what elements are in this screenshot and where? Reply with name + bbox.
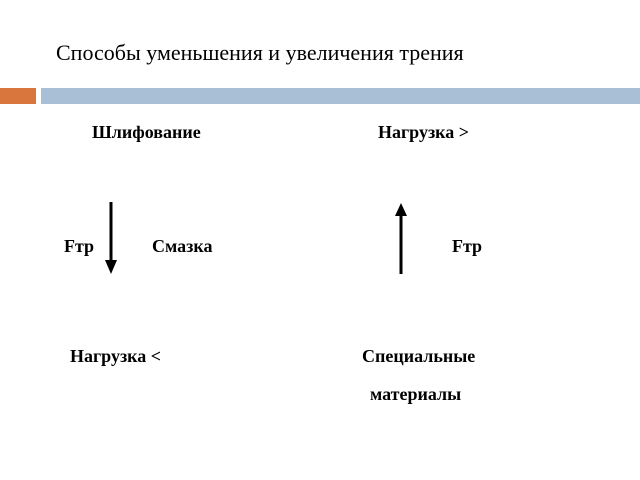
left-method-lubrication: Смазка bbox=[152, 236, 213, 256]
accent-bar-orange bbox=[0, 88, 36, 104]
left-friction-force-label: Fтр bbox=[64, 236, 95, 256]
down-arrow-icon bbox=[103, 202, 119, 276]
right-friction-force-label: Fтр bbox=[452, 236, 483, 256]
up-arrow-icon bbox=[393, 202, 409, 276]
left-header-grinding: Шлифование bbox=[92, 122, 201, 142]
left-footer-load-less: Нагрузка < bbox=[70, 346, 162, 366]
right-footer-materials: материалы bbox=[370, 384, 462, 404]
slide-title: Способы уменьшения и увеличения трения bbox=[56, 40, 464, 65]
right-footer-special: Специальные bbox=[362, 346, 476, 366]
right-header-load-greater: Нагрузка > bbox=[378, 122, 470, 142]
accent-bar-blue bbox=[41, 88, 640, 104]
